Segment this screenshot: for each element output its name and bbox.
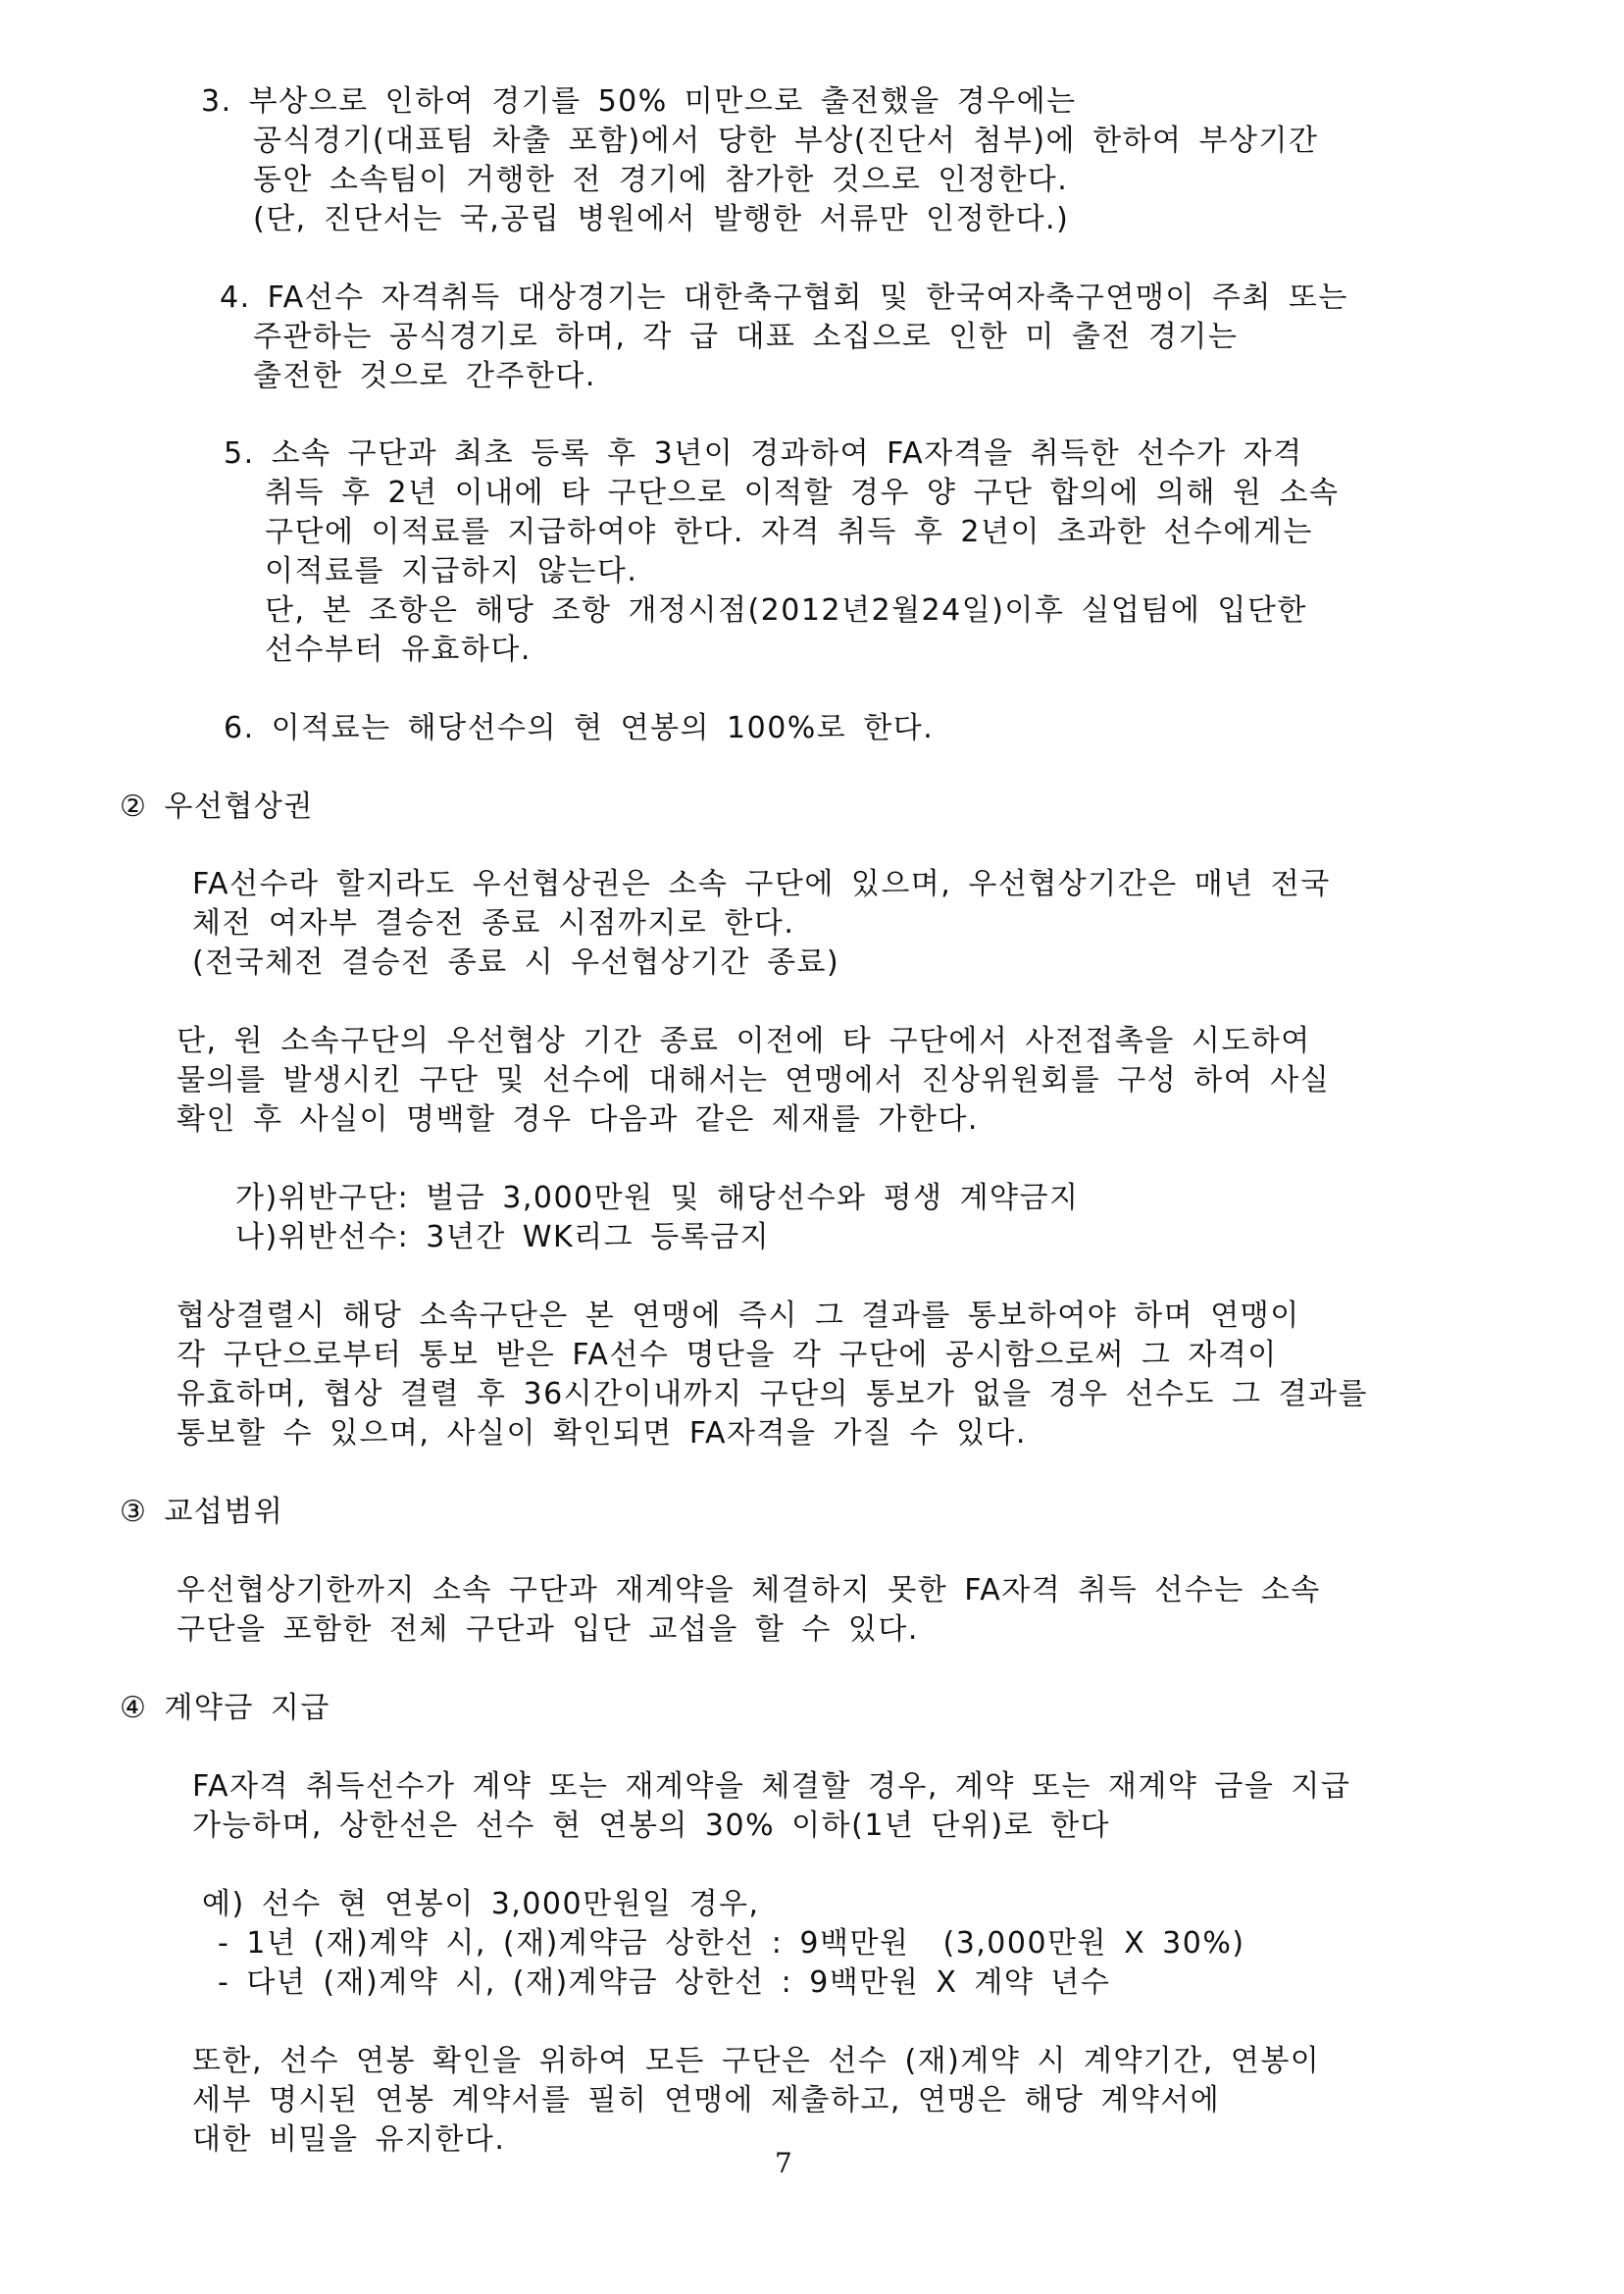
- item-5-line-1: 5. 소속 구단과 최초 등록 후 3년이 경과하여 FA자격을 취득한 선수가 자격: [224, 436, 1303, 471]
- example-line-2: - 1년 (재)계약 시, (재)계약금 상한선 : 9백만원 (3,000만원 X 30%): [218, 1926, 1245, 1961]
- section-2-para-1-line-1: FA선수라 할지라도 우선협상권은 소속 구단에 있으며, 우선협상기간은 매년 전국: [192, 867, 1331, 901]
- item-3-line-1: 3. 부상으로 인하여 경기를 50% 미만으로 출전했을 경우에는: [201, 84, 1077, 119]
- item-5-line-6: 선수부터 유효하다.: [265, 633, 532, 667]
- section-4-para-2-line-1: 또한, 선수 연봉 확인을 위하여 모든 구단은 선수 (재)계약 시 계약기간, 연봉이: [192, 2044, 1321, 2078]
- section-2-para-1-line-3: (전국체전 결승전 종료 시 우선협상기간 종료): [192, 945, 840, 980]
- item-3-line-3: 동안 소속팀이 거행한 전 경기에 참가한 것으로 인정한다.: [253, 163, 1069, 197]
- example-line-3: - 다년 (재)계약 시, (재)계약금 상한선 : 9백만원 X 계약 년수: [218, 1965, 1111, 2000]
- section-3-para-line-1: 우선협상기한까지 소속 구단과 재계약을 체결하지 못한 FA자격 취득 선수는 소속: [177, 1573, 1321, 1607]
- section-2-para-3-line-3: 유효하며, 협상 결렬 후 36시간이내까지 구단의 통보가 없을 경우 선수도 그 결과를: [177, 1377, 1368, 1411]
- section-2-para-2-line-2: 물의를 발생시킨 구단 및 선수에 대해서는 연맹에서 진상위원회를 구성 하여 사실: [177, 1063, 1331, 1097]
- sanction-line-1: 가)위반구단: 벌금 3,000만원 및 해당선수와 평생 계약금지: [235, 1181, 1080, 1215]
- item-4-line-3: 출전한 것으로 간주한다.: [253, 359, 596, 393]
- example-line-1: 예) 선수 현 연봉이 3,000만원일 경우,: [202, 1887, 760, 1921]
- section-2-para-1-line-2: 체전 여자부 결승전 종료 시점까지로 한다.: [192, 906, 795, 941]
- section-4-para-1-line-2: 가능하며, 상한선은 선수 현 연봉의 30% 이하(1년 단위)로 한다: [192, 1809, 1111, 1843]
- section-3-para-line-2: 구단을 포함한 전체 구단과 입단 교섭을 할 수 있다.: [177, 1612, 919, 1647]
- section-2-para-2-line-1: 단, 원 소속구단의 우선협상 기간 종료 이전에 타 구단에서 사전접촉을 시도하여: [177, 1024, 1311, 1058]
- section-4-heading: ④ 계약금 지급: [120, 1691, 330, 1725]
- section-2-para-3-line-4: 통보할 수 있으며, 사실이 확인되면 FA자격을 가질 수 있다.: [177, 1416, 1027, 1451]
- item-4-line-1: 4. FA선수 자격취득 대상경기는 대한축구협회 및 한국여자축구연맹이 주최 또는: [220, 280, 1348, 315]
- section-4-para-2-line-2: 세부 명시된 연봉 계약서를 필히 연맹에 제출하고, 연맹은 해당 계약서에: [192, 2083, 1221, 2117]
- item-4-line-2: 주관하는 공식경기로 하며, 각 급 대표 소집으로 인한 미 출전 경기는: [253, 320, 1239, 354]
- section-3-heading: ③ 교섭범위: [120, 1495, 284, 1529]
- section-2-heading: ② 우선협상권: [120, 790, 314, 824]
- item-6-line-1: 6. 이적료는 해당선수의 현 연봉의 100%로 한다.: [224, 711, 935, 745]
- item-5-line-3: 구단에 이적료를 지급하여야 한다. 자격 취득 후 2년이 초과한 선수에게는: [265, 515, 1313, 549]
- item-3-line-2: 공식경기(대표팀 차출 포함)에서 당한 부상(진단서 첨부)에 한하여 부상기간: [253, 124, 1319, 158]
- section-2-para-3-line-1: 협상결렬시 해당 소속구단은 본 연맹에 즉시 그 결과를 통보하여야 하며 연맹이: [177, 1299, 1300, 1333]
- item-5-line-2: 취득 후 2년 이내에 타 구단으로 이적할 경우 양 구단 합의에 의해 원 소속: [265, 476, 1340, 510]
- item-5-line-4: 이적료를 지급하지 않는다.: [265, 554, 638, 588]
- section-2-para-3-line-2: 각 구단으로부터 통보 받은 FA선수 명단을 각 구단에 공시함으로써 그 자격이: [177, 1338, 1278, 1372]
- sanction-line-2: 나)위반선수: 3년간 WK리그 등록금지: [235, 1220, 771, 1254]
- section-4-para-1-line-1: FA자격 취득선수가 계약 또는 재계약을 체결할 경우, 계약 또는 재계약 금을 지급: [192, 1769, 1351, 1804]
- item-5-line-5: 단, 본 조항은 해당 조항 개정시점(2012년2월24일)이후 실업팀에 입단한: [265, 593, 1307, 628]
- item-3-line-4: (단, 진단서는 국,공립 병원에서 발행한 서류만 인정한다.): [253, 202, 1070, 236]
- page-number: 7: [775, 2147, 792, 2179]
- section-4-para-2-line-3: 대한 비밀을 유지한다.: [192, 2122, 506, 2157]
- section-2-para-2-line-3: 확인 후 사실이 명백할 경우 다음과 같은 제재를 가한다.: [177, 1102, 979, 1137]
